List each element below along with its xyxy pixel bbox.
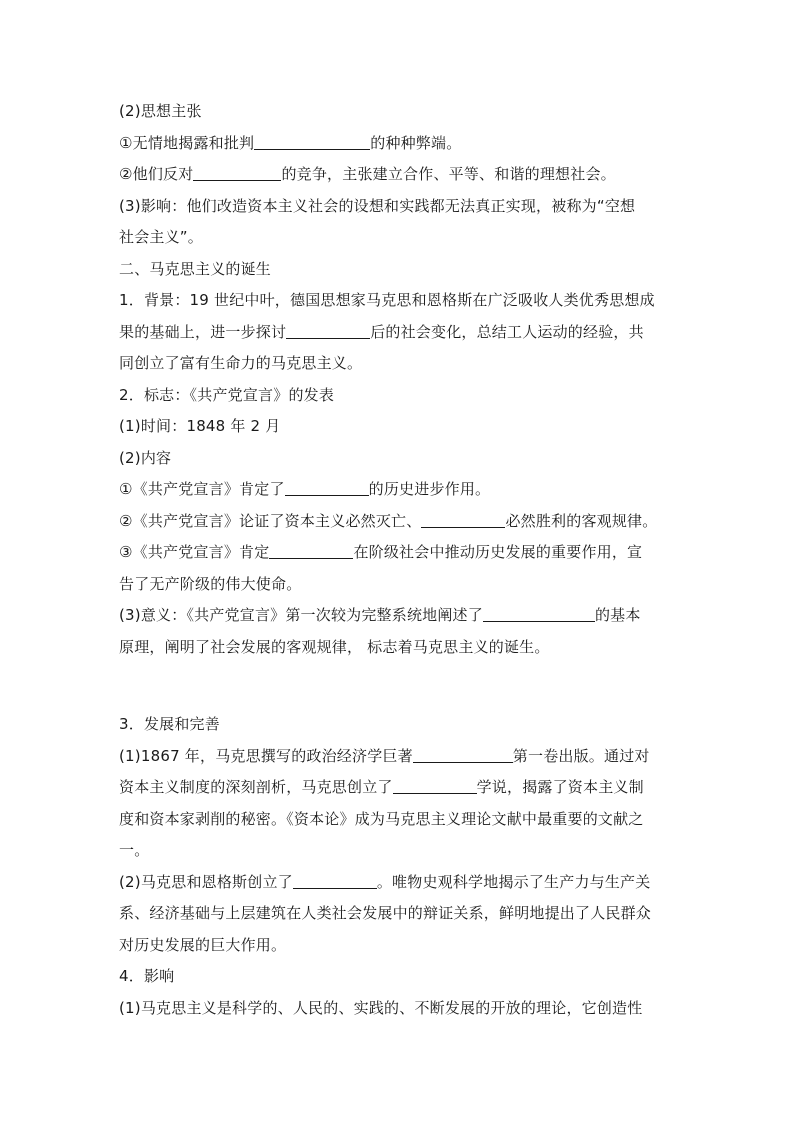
background-line2 [119, 317, 679, 349]
subheading-ideas: (2)思想主张 [119, 102, 202, 120]
text: 的历史进步作用。 [368, 480, 491, 498]
significance-line1 [119, 600, 679, 632]
document-page [119, 96, 679, 1024]
marker-heading: 2．标志：《共产党宣言》的发表 [119, 385, 335, 404]
text: 学说，揭露了资本主义制 [476, 778, 644, 796]
paragraph-impact-line2: 社会主义”。 [119, 228, 203, 246]
text: 的种种弊端。 [370, 133, 462, 152]
fill-blank[interactable] [483, 605, 595, 622]
content-item-3 [119, 537, 679, 569]
paragraph-impact-line1: (3)影响：他们改造资本主义社会的设想和实践都无法真正实现，被称为“空想 [119, 196, 636, 215]
time-line: (1)时间：1848 年 2 月 [119, 417, 281, 435]
background-line3: 同创立了富有生命力的马克思主义。 [119, 354, 363, 372]
text: 。唯物史观科学地揭示了生产力与生产关 [376, 872, 651, 891]
influence-1-line1: (1)马克思主义是科学的、人民的、实践的、不断发展的开放的理论，它创造性 [119, 998, 643, 1017]
text: ②他们反对 [119, 165, 194, 183]
fill-blank[interactable] [254, 133, 370, 150]
text: (3)意义：《共产党宣言》第一次较为完整系统地阐述了 [119, 606, 483, 624]
fill-blank[interactable] [286, 322, 370, 339]
content-item-3-line2: 告了无产阶级的伟大使命。 [119, 574, 302, 593]
development-1-line3: 度和资本家剥削的秘密。《资本论》成为马克思主义理论文献中最重要的文献之 [119, 809, 644, 828]
text: 的基本 [594, 606, 641, 624]
development-2-line2: 系、经济基础与上层建筑在人类社会发展中的辩证关系，鲜明地提出了人民群众 [119, 904, 652, 922]
text: (1)1867 年，马克思撰写的政治经济学巨著 [119, 746, 413, 765]
development-1-line1 [119, 741, 679, 773]
text: ③《共产党宣言》肯定 [119, 543, 270, 561]
content-item-1 [119, 474, 679, 506]
text: 资本主义制度的深刻剖析，马克思创立了 [119, 778, 393, 796]
fill-blank[interactable] [193, 164, 281, 181]
paragraph-ideas-1 [119, 128, 679, 160]
development-1-line4: 一。 [119, 841, 150, 859]
fill-blank[interactable] [421, 511, 505, 528]
fill-blank[interactable] [293, 872, 377, 889]
development-2-line3: 对历史发展的巨大作用。 [119, 935, 287, 954]
content-item-2 [119, 506, 679, 538]
significance-line2: 原理，阐明了社会发展的客观规律， 标志着马克思主义的诞生。 [119, 637, 550, 656]
background-line1: 1．背景：19 世纪中叶，德国思想家马克思和恩格斯在广泛吸收人类优秀思想成 [119, 291, 655, 309]
section-title-birth: 二、马克思主义的诞生 [119, 259, 272, 278]
development-2-line1 [119, 867, 679, 899]
development-1-line2 [119, 772, 679, 804]
fill-blank[interactable] [269, 542, 353, 559]
text: 第一卷出版。通过对 [512, 746, 650, 765]
section-title-influence: 4．影响 [119, 967, 175, 985]
text: ①无情地揭露和批判 [119, 133, 255, 152]
spacer [119, 663, 679, 709]
text: ②《共产党宣言》论证了资本主义必然灭亡、 [119, 511, 422, 530]
content-heading: (2)内容 [119, 448, 172, 467]
fill-blank[interactable] [285, 479, 369, 496]
text: (2)马克思和恩格斯创立了 [119, 872, 293, 891]
text: 后的社会变化，总结工人运动的经验，共 [370, 322, 644, 341]
fill-blank[interactable] [413, 746, 513, 763]
text: 果的基础上，进一步探讨 [119, 322, 287, 341]
text: 必然胜利的客观规律。 [505, 511, 658, 530]
text: 的竞争，主张建立合作、平等、和谐的理想社会。 [281, 165, 616, 183]
text: 在阶级社会中推动历史发展的重要作用，宣 [353, 543, 643, 561]
fill-blank[interactable] [393, 777, 477, 794]
paragraph-ideas-2 [119, 159, 679, 191]
text: ①《共产党宣言》肯定了 [119, 480, 285, 498]
section-title-development: 3．发展和完善 [119, 715, 220, 733]
